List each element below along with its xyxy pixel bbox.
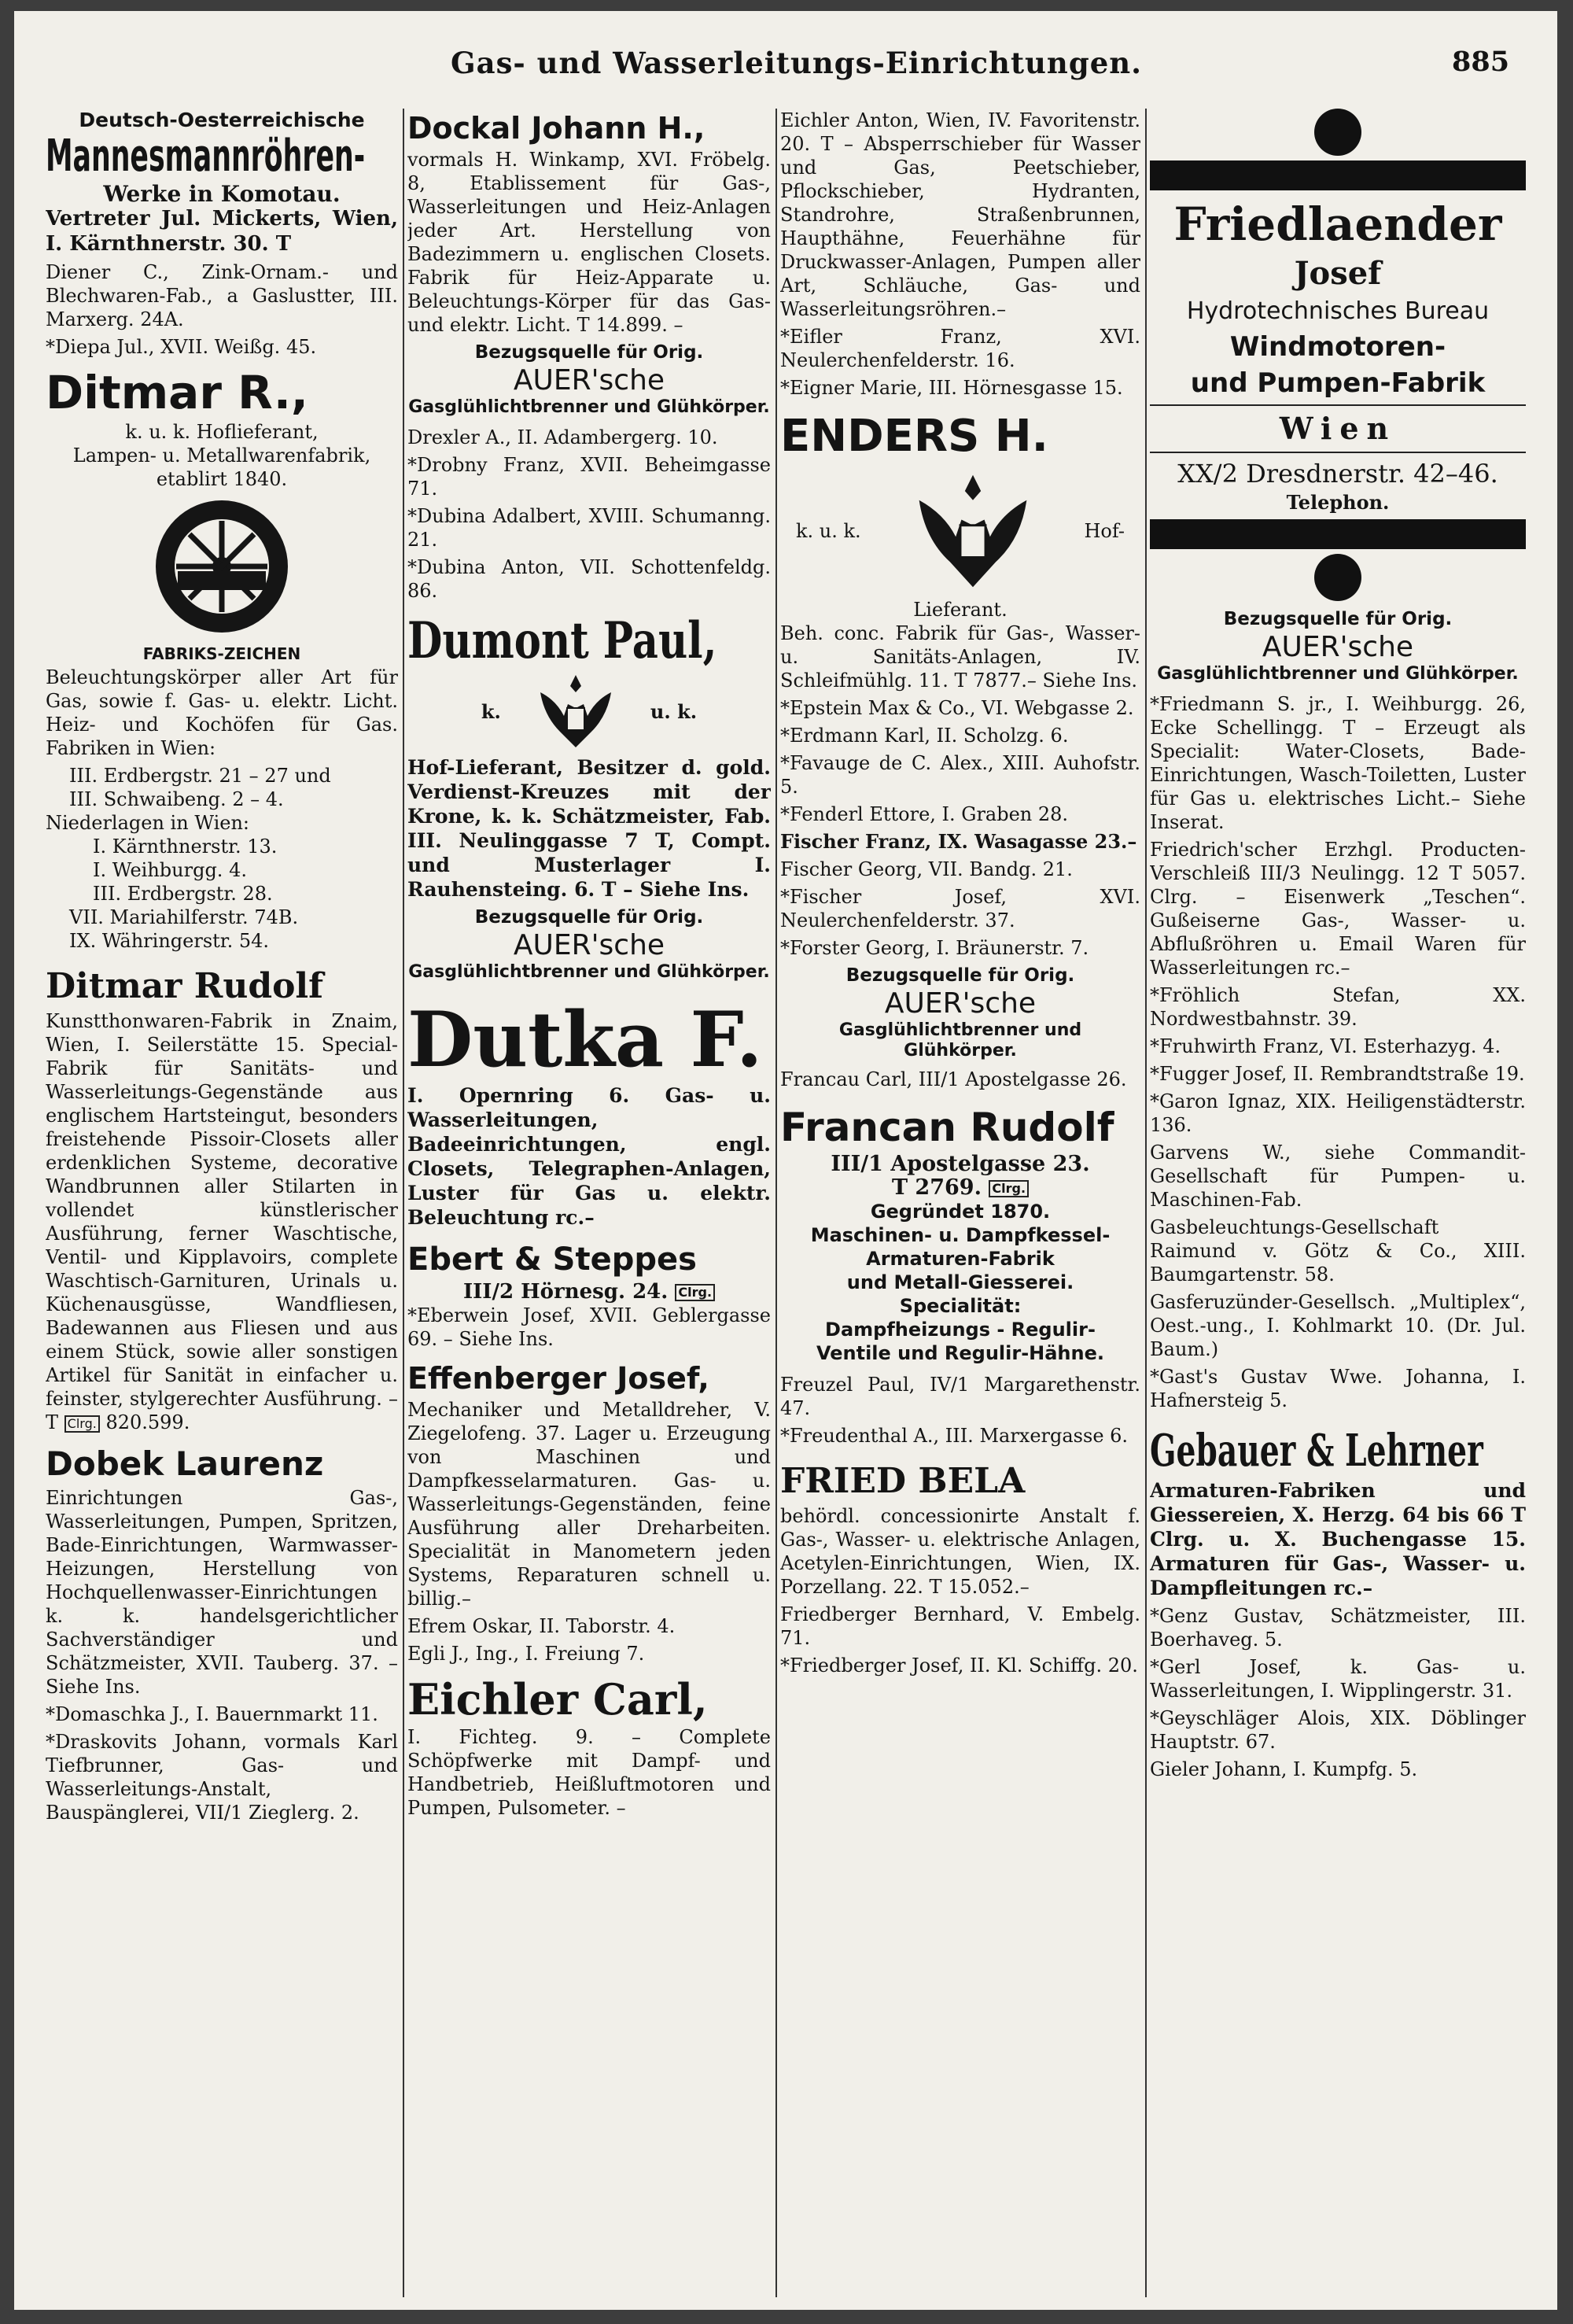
entry-forster: *Forster Georg, I. Bräunerstr. 7. bbox=[780, 937, 1089, 959]
ad-eichler-carl bbox=[407, 1673, 771, 1820]
ad-mannesmann bbox=[46, 109, 398, 256]
ditmar-wheel-logo-icon bbox=[151, 496, 293, 637]
ditmar-n5: IX. Währingerstr. 54. bbox=[69, 930, 270, 952]
enders-k: k. u. k. bbox=[796, 520, 861, 542]
dumont-name: Dumont Paul, bbox=[407, 614, 717, 669]
column-1 bbox=[46, 109, 398, 2297]
francan-founded: Gegründet 1870. bbox=[870, 1201, 1051, 1223]
entry-friedrich: Friedrich'scher Erzhgl. Producten-Verschleiß III/3 Neulingg. 12 T 5057. Clrg. – Eisenwerk „Teschen“. Gußeiserne Gas-, Wasser- u. Abflußröhren u. Email Waren für Wasserleitungen rc.– bbox=[1150, 839, 1526, 979]
mannesmann-name: Mannesmannröhren- bbox=[46, 132, 366, 182]
francan-l1: Maschinen- u. Dampfkessel- bbox=[810, 1224, 1111, 1246]
ad-francan-rudolf bbox=[780, 1102, 1140, 1365]
auer-name: AUER'sche bbox=[513, 364, 665, 397]
effenberger-name: Effenberger Josef, bbox=[407, 1361, 709, 1396]
entry-diener: Diener C., Zink-Ornam.- und Blechwaren-Fab., a Gaslustter, III. Marxerg. 24A. bbox=[46, 261, 398, 330]
entry-freudenthal: *Freudenthal A., III. Marxergasse 6. bbox=[780, 1425, 1129, 1447]
running-title: Gas- und Wasserleitungs-Einrichtungen. bbox=[451, 46, 1143, 80]
entry-drobny: *Drobny Franz, XVII. Beheimgasse 71. bbox=[407, 454, 771, 500]
entry-gieler: Gieler Johann, I. Kumpfg. 5. bbox=[1150, 1758, 1418, 1780]
entry-fruhwirth: *Fruhwirth Franz, VI. Esterhazyg. 4. bbox=[1150, 1035, 1501, 1057]
entry-draskovits: *Draskovits Johann, vormals Karl Tiefbrunner, Gas- und Wasserleitungs-Anstalt, Bauspänglerei, VII/1 Zieglerg. 2. bbox=[46, 1731, 398, 1824]
entry-freuzel: Freuzel Paul, IV/1 Margarethenstr. 47. bbox=[780, 1374, 1140, 1419]
francan-l4: Specialität: bbox=[899, 1295, 1022, 1317]
entry-gasbeleuchtung: Gasbeleuchtungs-Gesellschaft Raimund v. Götz & Co., XIII. Baumgartenstr. 58. bbox=[1150, 1216, 1526, 1286]
mannesmann-works: Werke in Komotau. bbox=[103, 181, 341, 207]
francan-l3: und Metall-Giesserei. bbox=[846, 1271, 1074, 1293]
auer-product: Gasglühlichtbrenner und Glühkörper. bbox=[838, 1020, 1082, 1061]
ditmar-n4: VII. Mariahilferstr. 74B. bbox=[69, 906, 299, 928]
auer-block bbox=[407, 341, 771, 418]
ditmar-mark: FABRIKS-ZEICHEN bbox=[142, 644, 301, 663]
francan-l6: Ventile und Regulir-Hähne. bbox=[816, 1342, 1104, 1364]
entry-fischer-georg: Fischer Georg, VII. Bandg. 21. bbox=[780, 858, 1073, 880]
friedlaender-l2: Windmotoren- bbox=[1229, 331, 1446, 363]
dutka-body: I. Opernring 6. Gas- u. Wasserleitungen, Badeeinrichtungen, engl. Closets, Telegraphen-Anlagen, Luster für Gas u. elektr. Beleuchtung rc.– bbox=[407, 1084, 771, 1229]
entry-friedberger-b: Friedberger Bernhard, V. Embelg. 71. bbox=[780, 1603, 1140, 1649]
ditmar-r-body: Beleuchtungskörper aller Art für Gas, sowie f. Gas- u. elektr. Licht. Heiz- und Kochöfen für Gas. Fabriken in Wien: bbox=[46, 666, 398, 759]
ad-enders bbox=[780, 409, 1140, 692]
entry-epstein: *Epstein Max & Co., VI. Webgasse 2. bbox=[780, 697, 1134, 719]
dumont-k1: k. bbox=[481, 700, 501, 723]
ad-dobek bbox=[46, 1442, 398, 1699]
entry-fischer-franz: Fischer Franz, IX. Wasagasse 23.– bbox=[780, 830, 1137, 853]
page-number: 885 bbox=[1452, 46, 1510, 78]
clearing-badge: Clrg. bbox=[989, 1180, 1029, 1197]
entry-eichler-anton: Eichler Anton, Wien, IV. Favoritenstr. 20. T – Absperrschieber für Wasser und Gas, Peetschieber, Pflockschieber, Hydranten, Standrohre, Straßenbrunnen, Haupthähne, Feuerhähne für Druckwasser-Anlagen, Pumpen aller Art, Schläuche, Gas- und Wasserleitungsröhren.– bbox=[780, 109, 1140, 320]
auer-source: Bezugsquelle für Orig. bbox=[474, 342, 704, 363]
ad-friedlaender bbox=[1150, 109, 1526, 601]
auer-product: Gasglühlichtbrenner und Glühkörper. bbox=[1157, 664, 1519, 684]
dumont-body: Hof-Lieferant, Besitzer d. gold. Verdienst-Kreuzes mit der Krone, k. k. Schätzmeister, Fab. III. Neulinggasse 7 T, Compt. und Musterlager I. Rauhensteing. 6. T – Siehe Ins. bbox=[407, 756, 771, 901]
friedlaender-city: Wien bbox=[1279, 411, 1397, 446]
ebert-addr: III/2 Hörnesg. 24. bbox=[462, 1280, 669, 1304]
dumont-k2: u. k. bbox=[650, 700, 698, 723]
entry-eberwein: *Eberwein Josef, XVII. Geblergasse 69. – Siehe Ins. bbox=[407, 1304, 771, 1350]
entry-gasferuzuender: Gasferuzünder-Gesellsch. „Multiplex“, Oest.-ung., I. Kohlmarkt 10. (Dr. Jul. Baum.) bbox=[1150, 1291, 1526, 1360]
ornament-circle-icon bbox=[1314, 109, 1361, 156]
dobek-body: Einrichtungen Gas-, Wasserleitungen, Pumpen, Spritzen, Bade-Einrichtungen, Warmwasser-Heizungen, Herstellung von Hochquellenwasser-Einrichtungen k. k. handelsgerichtlicher Sachverständiger und Schätzmeister, XVII. Tauberg. 37. – Siehe Ins. bbox=[46, 1487, 398, 1698]
ornament-circle-icon bbox=[1314, 554, 1361, 601]
column-3 bbox=[780, 109, 1140, 2297]
entry-efrem: Efrem Oskar, II. Taborstr. 4. bbox=[407, 1615, 676, 1637]
ad-fried-bela bbox=[780, 1459, 1140, 1599]
eichler-carl-name: Eichler Carl, bbox=[407, 1674, 708, 1725]
fried-name: FRIED BELA bbox=[780, 1461, 1026, 1501]
entry-erdmann: *Erdmann Karl, II. Scholzg. 6. bbox=[780, 725, 1069, 747]
entry-geyschlaeger: *Geyschläger Alois, XIX. Döblinger Hauptstr. 67. bbox=[1150, 1707, 1526, 1753]
entry-domaschka: *Domaschka J., I. Bauernmarkt 11. bbox=[46, 1703, 378, 1725]
friedlaender-l1: Hydrotechnisches Bureau bbox=[1186, 297, 1490, 325]
entry-egli: Egli J., Ing., I. Freiung 7. bbox=[407, 1643, 645, 1665]
ad-dutka bbox=[407, 997, 771, 1230]
entry-gast: *Gast's Gustav Wwe. Johanna, I. Hafnersteig 5. bbox=[1150, 1366, 1526, 1411]
entry-diepa: *Diepa Jul., XVII. Weißg. 45. bbox=[46, 336, 317, 358]
eichler-carl-body: I. Fichteg. 9. – Complete Schöpfwerke mit Dampf- und Handbetrieb, Heißluftmotoren und Pumpen, Pulsometer. – bbox=[407, 1726, 771, 1819]
ad-ebert bbox=[407, 1239, 771, 1304]
entry-drexler: Drexler A., II. Adambergerg. 10. bbox=[407, 426, 718, 448]
auer-source: Bezugsquelle für Orig. bbox=[845, 965, 1075, 986]
gebauer-name: Gebauer & Lehrner bbox=[1150, 1425, 1483, 1477]
friedlaender-first: Josef bbox=[1294, 255, 1382, 292]
ad-dumont bbox=[407, 614, 771, 902]
auer-product: Gasglühlichtbrenner und Glühkörper. bbox=[408, 962, 770, 982]
francan-phone: T 2769. bbox=[891, 1175, 982, 1200]
ebert-name: Ebert & Steppes bbox=[407, 1241, 697, 1278]
ad-dockal bbox=[407, 109, 771, 337]
ditmar-n2: I. Weihburgg. 4. bbox=[93, 859, 247, 881]
effenberger-body: Mechaniker und Metalldreher, V. Ziegelofeng. 37. Lager u. Erzeugung von Maschinen und Dampfkesselarmaturen. Gas- u. Wasserleitungs-Gegenständen, feine Ausführung aller Dreharbeiten. Specialität in Manometern jeden Systems, Reparaturen schnell u. billig.– bbox=[407, 1399, 771, 1610]
clearing-badge: Clrg. bbox=[64, 1415, 100, 1433]
auer-block bbox=[1150, 607, 1526, 684]
entry-dubina-b: *Dubina Anton, VII. Schottenfeldg. 86. bbox=[407, 556, 771, 602]
mannesmann-rep: Vertreter Jul. Mickerts, Wien, I. Kärnthnerstr. 30. T bbox=[46, 207, 398, 256]
auer-name: AUER'sche bbox=[1262, 631, 1414, 663]
enders-lief: Lieferant. bbox=[913, 599, 1008, 621]
enders-body: Beh. conc. Fabrik für Gas-, Wasser- u. Sanitäts-Anlagen, IV. Schleifmühlg. 11. T 7877.– Siehe Ins. bbox=[780, 622, 1140, 692]
francan-name: Francan Rudolf bbox=[780, 1105, 1114, 1150]
friedlaender-tel: Telephon. bbox=[1286, 491, 1390, 514]
entry-favauge: *Favauge de C. Alex., XIII. Auhofstr. 5. bbox=[780, 752, 1140, 798]
francan-addr: III/1 Apostelgasse 23. bbox=[831, 1152, 1090, 1176]
entry-froehlich: *Fröhlich Stefan, XX. Nordwestbahnstr. 39. bbox=[1150, 984, 1526, 1030]
entry-francau-carl: Francau Carl, III/1 Apostelgasse 26. bbox=[780, 1068, 1127, 1090]
entry-eigner: *Eigner Marie, III. Hörnesgasse 15. bbox=[780, 377, 1123, 399]
column-2 bbox=[407, 109, 771, 2297]
column-rule bbox=[775, 109, 777, 2297]
entry-fugger: *Fugger Josef, II. Rembrandtstraße 19. bbox=[1150, 1063, 1525, 1085]
ditmar-n3: III. Erdbergstr. 28. bbox=[93, 883, 273, 905]
entry-eifler: *Eifler Franz, XVI. Neulerchenfelderstr. 16. bbox=[780, 326, 1140, 371]
dutka-name: Dutka F. bbox=[407, 995, 763, 1084]
auer-name: AUER'sche bbox=[513, 929, 665, 961]
ditmar-rudolf-name: Ditmar Rudolf bbox=[46, 966, 324, 1006]
gebauer-body: Armaturen-Fabriken und Giessereien, X. Herzg. 64 bis 66 T Clrg. u. X. Buchengasse 15. Armaturen für Gas-, Wasser- u. Dampfleitungen rc.– bbox=[1150, 1479, 1526, 1599]
ornament-bar bbox=[1150, 160, 1526, 190]
ad-gebauer bbox=[1150, 1423, 1526, 1600]
entry-dubina-a: *Dubina Adalbert, XVIII. Schumanng. 21. bbox=[407, 505, 771, 551]
entry-genz: *Genz Gustav, Schätzmeister, III. Boerhaveg. 5. bbox=[1150, 1605, 1526, 1651]
ditmar-f1: III. Erdbergstr. 21 – 27 und bbox=[69, 765, 331, 787]
entry-gerl: *Gerl Josef, k. Gas- u. Wasserleitungen, I. Wipplingerstr. 31. bbox=[1150, 1656, 1526, 1702]
column-rule bbox=[403, 109, 404, 2297]
ad-ditmar-rudolf bbox=[46, 964, 398, 1434]
entry-friedberger-j: *Friedberger Josef, II. Kl. Schiffg. 20. bbox=[780, 1654, 1138, 1677]
auer-product: Gasglühlichtbrenner und Glühkörper. bbox=[408, 397, 770, 417]
ditmar-r-l2: Lampen- u. Metallwarenfabrik, bbox=[72, 445, 371, 467]
francan-l2: Armaturen-Fabrik bbox=[866, 1248, 1055, 1270]
ditmar-f2: III. Schwaibeng. 2 – 4. bbox=[69, 788, 284, 810]
entry-friedmann: *Friedmann S. jr., I. Weihburgg. 26, Ecke Schellingg. T – Erzeugt als Specialit: Water-Closets, Bade-Einrichtungen, Wasch-Toiletten, Luster für Gas u. elektrisches Licht.– Siehe Inserat. bbox=[1150, 693, 1526, 833]
francan-l5: Dampfheizungs - Regulir- bbox=[825, 1319, 1096, 1341]
ditmar-rudolf-body: Kunstthonwaren-Fabrik in Znaim, Wien, I. Seilerstätte 15. Special-Fabrik für Sanitäts- und Wasserleitungs-Gegenstände aus englischem Hartsteingut, besonders freistehende Pissoir-Closets aller erdenklichen Systeme, decorative Wandbrunnen aller Stilarten in vollendet künstlerischer Ausführung, ferner Waschtische, Ventil- und Kipplavoirs, complete Waschtisch-Garnituren, Urinals u. Küchenausgüsse, Wandfliesen, Badewannen aus Fliesen und aus einem Stück, sowie aller sonstigen Artikel für Sanität in einfacher u. feinster, stylgerechter Ausführung. – T bbox=[46, 1010, 398, 1433]
auer-source: Bezugsquelle für Orig. bbox=[474, 907, 704, 928]
entry-garon: *Garon Ignaz, XIX. Heiligenstädterstr. 136. bbox=[1150, 1090, 1526, 1136]
imperial-eagle-icon bbox=[532, 669, 619, 755]
page-header bbox=[14, 11, 1557, 80]
imperial-eagle-icon bbox=[910, 464, 1036, 598]
entry-garvens: Garvens W., siehe Commandit-Gesellschaft für Pumpen- u. Maschinen-Fab. bbox=[1150, 1142, 1526, 1211]
ditmar-r-l3: etablirt 1840. bbox=[156, 468, 288, 490]
column-rule bbox=[1145, 109, 1147, 2297]
ad-effenberger bbox=[407, 1359, 771, 1610]
page bbox=[14, 11, 1557, 2310]
ditmar-r-name: Ditmar R., bbox=[46, 366, 308, 419]
ditmar-r-l1: k. u. k. Hoflieferant, bbox=[125, 421, 319, 443]
mannesmann-top: Deutsch-Oesterreichische bbox=[79, 109, 365, 131]
enders-hof: Hof- bbox=[1084, 520, 1125, 542]
auer-source: Bezugsquelle für Orig. bbox=[1223, 609, 1453, 629]
dobek-name: Dobek Laurenz bbox=[46, 1444, 324, 1483]
auer-block bbox=[780, 964, 1140, 1061]
friedlaender-addr: XX/2 Dresdnerstr. 42–46. bbox=[1177, 459, 1498, 489]
entry-fischer-josef: *Fischer Josef, XVI. Neulerchenfelderstr. 37. bbox=[780, 886, 1140, 931]
entry-fenderl: *Fenderl Ettore, I. Graben 28. bbox=[780, 803, 1069, 825]
column-4 bbox=[1150, 109, 1526, 2297]
ditmar-n1: I. Kärnthnerstr. 13. bbox=[93, 836, 278, 858]
friedlaender-name: Friedlaender bbox=[1173, 197, 1502, 251]
ditmar-nl: Niederlagen in Wien: bbox=[46, 812, 249, 834]
dockal-body: vormals H. Winkamp, XVI. Fröbelg. 8, Etablissement für Gas-, Wasserleitungen und Heiz-Anlagen jeder Art. Herstellung von Badezimmern u. englischen Closets. Fabrik für Heiz-Apparate u. Beleuchtungs-Körper für das Gas- und elektr. Licht. T 14.899. – bbox=[407, 149, 771, 336]
clearing-badge: Clrg. bbox=[675, 1284, 715, 1301]
auer-name: AUER'sche bbox=[884, 987, 1037, 1020]
friedlaender-l3: und Pumpen-Fabrik bbox=[1190, 367, 1486, 399]
ditmar-rudolf-phone: 820.599. bbox=[105, 1411, 190, 1433]
fried-body: behördl. concessionirte Anstalt f. Gas-, Wasser- u. elektrische Anlagen, Acetylen-Einrichtungen, Wien, IX. Porzellang. 22. T 15.052.– bbox=[780, 1505, 1140, 1598]
enders-name: ENDERS H. bbox=[780, 411, 1048, 462]
dockal-name: Dockal Johann H., bbox=[407, 111, 705, 146]
auer-block bbox=[407, 906, 771, 983]
ornament-bar bbox=[1150, 519, 1526, 549]
ad-ditmar-r bbox=[46, 365, 398, 953]
